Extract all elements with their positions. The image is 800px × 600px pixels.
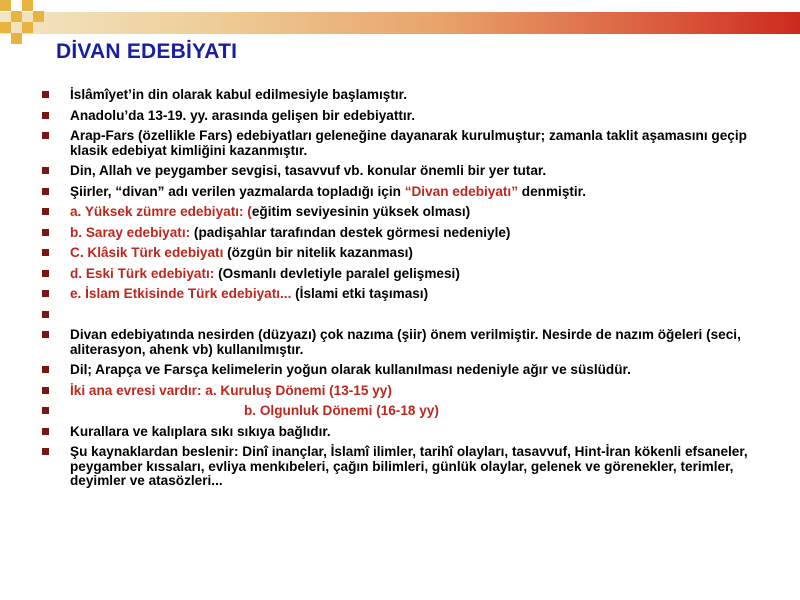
- square-bullet-icon: [42, 387, 49, 394]
- checker-logo-icon: [0, 0, 46, 46]
- square-bullet-icon: [42, 208, 49, 215]
- bullet-item: Anadolu’da 13-19. yy. arasında gelişen bir edebiyattır.: [40, 109, 770, 124]
- bullet-item: d. Eski Türk edebiyatı: (Osmanlı devletiyle paralel gelişmesi): [40, 267, 770, 282]
- bullet-item: Divan edebiyatında nesirden (düzyazı) çok nazıma (şiir) önem verilmiştir. Nesirde de nazım öğeleri (seci, aliterasyon, ahenk vb) kullanılmıştır.: [40, 328, 770, 357]
- square-bullet-icon: [42, 270, 49, 277]
- header-banner: [0, 12, 800, 34]
- square-bullet-icon: [42, 311, 49, 318]
- slide-title: DİVAN EDEBİYATI: [56, 40, 238, 63]
- square-bullet-icon: [42, 132, 49, 139]
- square-bullet-icon: [42, 428, 49, 435]
- square-bullet-icon: [42, 91, 49, 98]
- bullet-item: a. Yüksek zümre edebiyatı: (eğitim seviyesinin yüksek olması): [40, 205, 770, 220]
- bullet-item: Dil; Arapça ve Farsça kelimelerin yoğun olarak kullanılması nedeniyle ağır ve süslüdür.: [40, 363, 770, 378]
- bullet-item: Şiirler, “divan” adı verilen yazmalarda topladığı için “Divan edebiyatı” denmiştir.: [40, 185, 770, 200]
- bullet-item: Kurallara ve kalıplara sıkı sıkıya bağlıdır.: [40, 425, 770, 440]
- square-bullet-icon: [42, 407, 49, 414]
- square-bullet-icon: [42, 290, 49, 297]
- bullet-item: İki ana evresi vardır: a. Kuruluş Dönemi (13-15 yy): [40, 384, 770, 399]
- square-bullet-icon: [42, 448, 49, 455]
- bullet-item: C. Klâsik Türk edebiyatı (özgün bir nitelik kazanması): [40, 246, 770, 261]
- bullet-item: Din, Allah ve peygamber sevgisi, tasavvuf vb. konular önemli bir yer tutar.: [40, 164, 770, 179]
- square-bullet-icon: [42, 366, 49, 373]
- bullet-item: İslâmîyet’in din olarak kabul edilmesiyle başlamıştır.: [40, 88, 770, 103]
- square-bullet-icon: [42, 331, 49, 338]
- square-bullet-icon: [42, 188, 49, 195]
- square-bullet-icon: [42, 249, 49, 256]
- bullet-item: b. Olgunluk Dönemi (16-18 yy): [40, 404, 770, 419]
- empty-bullet-item: [40, 308, 770, 323]
- bullet-list: [40, 88, 770, 495]
- bullet-item: Arap-Fars (özellikle Fars) edebiyatları geleneğine dayanarak kurulmuştur; zamanla taklit aşamasını geçip klasik edebiyat kimliğini kazanmıştır.: [40, 129, 770, 158]
- bullet-item: Şu kaynaklardan beslenir: Dinî inançlar, İslamî ilimler, tarihî olayları, tasavvuf, Hint-İran kökenli efsaneler, peygamber kıssaları, evliya menkıbeleri, çağın bilimleri, günlük olaylar, gelenek ve görenekler, terimler, deyimler ve atasözleri...: [40, 445, 770, 489]
- square-bullet-icon: [42, 167, 49, 174]
- bullet-item: e. İslam Etkisinde Türk edebiyatı... (İslami etki taşıması): [40, 287, 770, 302]
- square-bullet-icon: [42, 229, 49, 236]
- bullet-item: b. Saray edebiyatı: (padişahlar tarafından destek görmesi nedeniyle): [40, 226, 770, 241]
- square-bullet-icon: [42, 112, 49, 119]
